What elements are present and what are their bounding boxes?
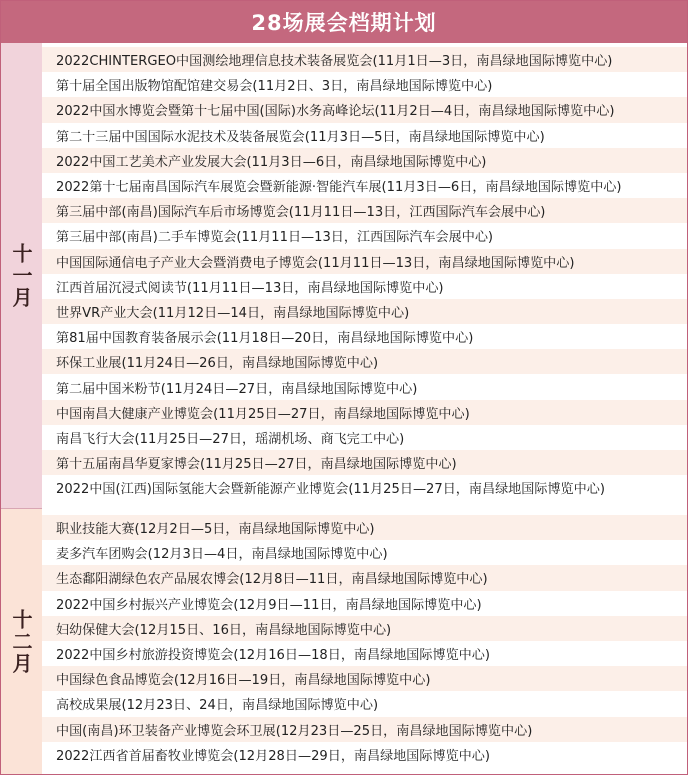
event-row: 第二届中国米粉节(11月24日—27日，南昌绿地国际博览中心) (42, 374, 687, 399)
event-row: 世界VR产业大会(11月12日—14日，南昌绿地国际博览中心) (42, 299, 687, 324)
event-row: 2022中国乡村振兴产业博览会(12月9日—11日，南昌绿地国际博览中心) (42, 591, 687, 616)
event-row: 第十届全国出版物馆配馆建交易会(11月2日、3日，南昌绿地国际博览中心) (42, 72, 687, 97)
month-label-text: 十二月 (9, 608, 33, 675)
november-event-list (42, 47, 687, 500)
event-row: 第三届中部(南昌)二手车博览会(11月11日—13日，江西国际汽车会展中心) (42, 223, 687, 248)
event-row: 生态鄱阳湖绿色农产品展农博会(12月8日—11日，南昌绿地国际博览中心) (42, 565, 687, 590)
event-row: 2022中国乡村旅游投资博览会(12月16日—18日，南昌绿地国际博览中心) (42, 641, 687, 666)
event-row: 职业技能大赛(12月2日—5日，南昌绿地国际博览中心) (42, 515, 687, 540)
event-row: 第三届中部(南昌)国际汽车后市场博览会(11月11日—13日，江西国际汽车会展中心) (42, 198, 687, 223)
event-row: 中国南昌大健康产业博览会(11月25日—27日，南昌绿地国际博览中心) (42, 400, 687, 425)
event-row: 2022CHINTERGEO中国测绘地理信息技术装备展览会(11月1日—3日，南昌绿地国际博览中心) (42, 47, 687, 72)
title-bar (1, 1, 687, 43)
month-label-november (1, 43, 42, 509)
event-row: 环保工业展(11月24日—26日，南昌绿地国际博览中心) (42, 349, 687, 374)
event-row: 南昌飞行大会(11月25日—27日，瑶湖机场、商飞完工中心) (42, 425, 687, 450)
event-row: 2022中国(江西)国际氢能大会暨新能源产业博览会(11月25日—27日，南昌绿地国际博览中心) (42, 475, 687, 500)
event-row: 2022第十七届南昌国际汽车展览会暨新能源·智能汽车展(11月3日—6日，南昌绿地国际博览中心) (42, 173, 687, 198)
event-row: 2022中国水博览会暨第十七届中国(国际)水务高峰论坛(11月2日—4日，南昌绿地国际博览中心) (42, 97, 687, 122)
event-row: 麦多汽车团购会(12月3日—4日，南昌绿地国际博览中心) (42, 540, 687, 565)
event-row: 2022江西省首届畜牧业博览会(12月28日—29日，南昌绿地国际博览中心) (42, 742, 687, 767)
month-label-text: 十一月 (9, 242, 33, 309)
event-row: 2022中国工艺美术产业发展大会(11月3日—6日，南昌绿地国际博览中心) (42, 148, 687, 173)
event-row: 高校成果展(12月23日、24日，南昌绿地国际博览中心) (42, 691, 687, 716)
event-row: 中国(南昌)环卫装备产业博览会环卫展(12月23日—25日，南昌绿地国际博览中心) (42, 717, 687, 742)
event-row: 江西首届沉浸式阅读节(11月11日—13日，南昌绿地国际博览中心) (42, 274, 687, 299)
december-event-list (42, 515, 687, 767)
event-row: 妇幼保健大会(12月15日、16日，南昌绿地国际博览中心) (42, 616, 687, 641)
event-row: 第81届中国教育装备展示会(11月18日—20日，南昌绿地国际博览中心) (42, 324, 687, 349)
table-title: 28场展会档期计划 (251, 11, 437, 35)
month-label-december (1, 509, 42, 774)
event-row: 第十五届南昌华夏家博会(11月25日—27日，南昌绿地国际博览中心) (42, 450, 687, 475)
event-row: 中国国际通信电子产业大会暨消费电子博览会(11月11日—13日，南昌绿地国际博览中心) (42, 249, 687, 274)
event-row: 第二十三届中国国际水泥技术及装备展览会(11月3日—5日，南昌绿地国际博览中心) (42, 123, 687, 148)
event-row: 中国绿色食品博览会(12月16日—19日，南昌绿地国际博览中心) (42, 666, 687, 691)
